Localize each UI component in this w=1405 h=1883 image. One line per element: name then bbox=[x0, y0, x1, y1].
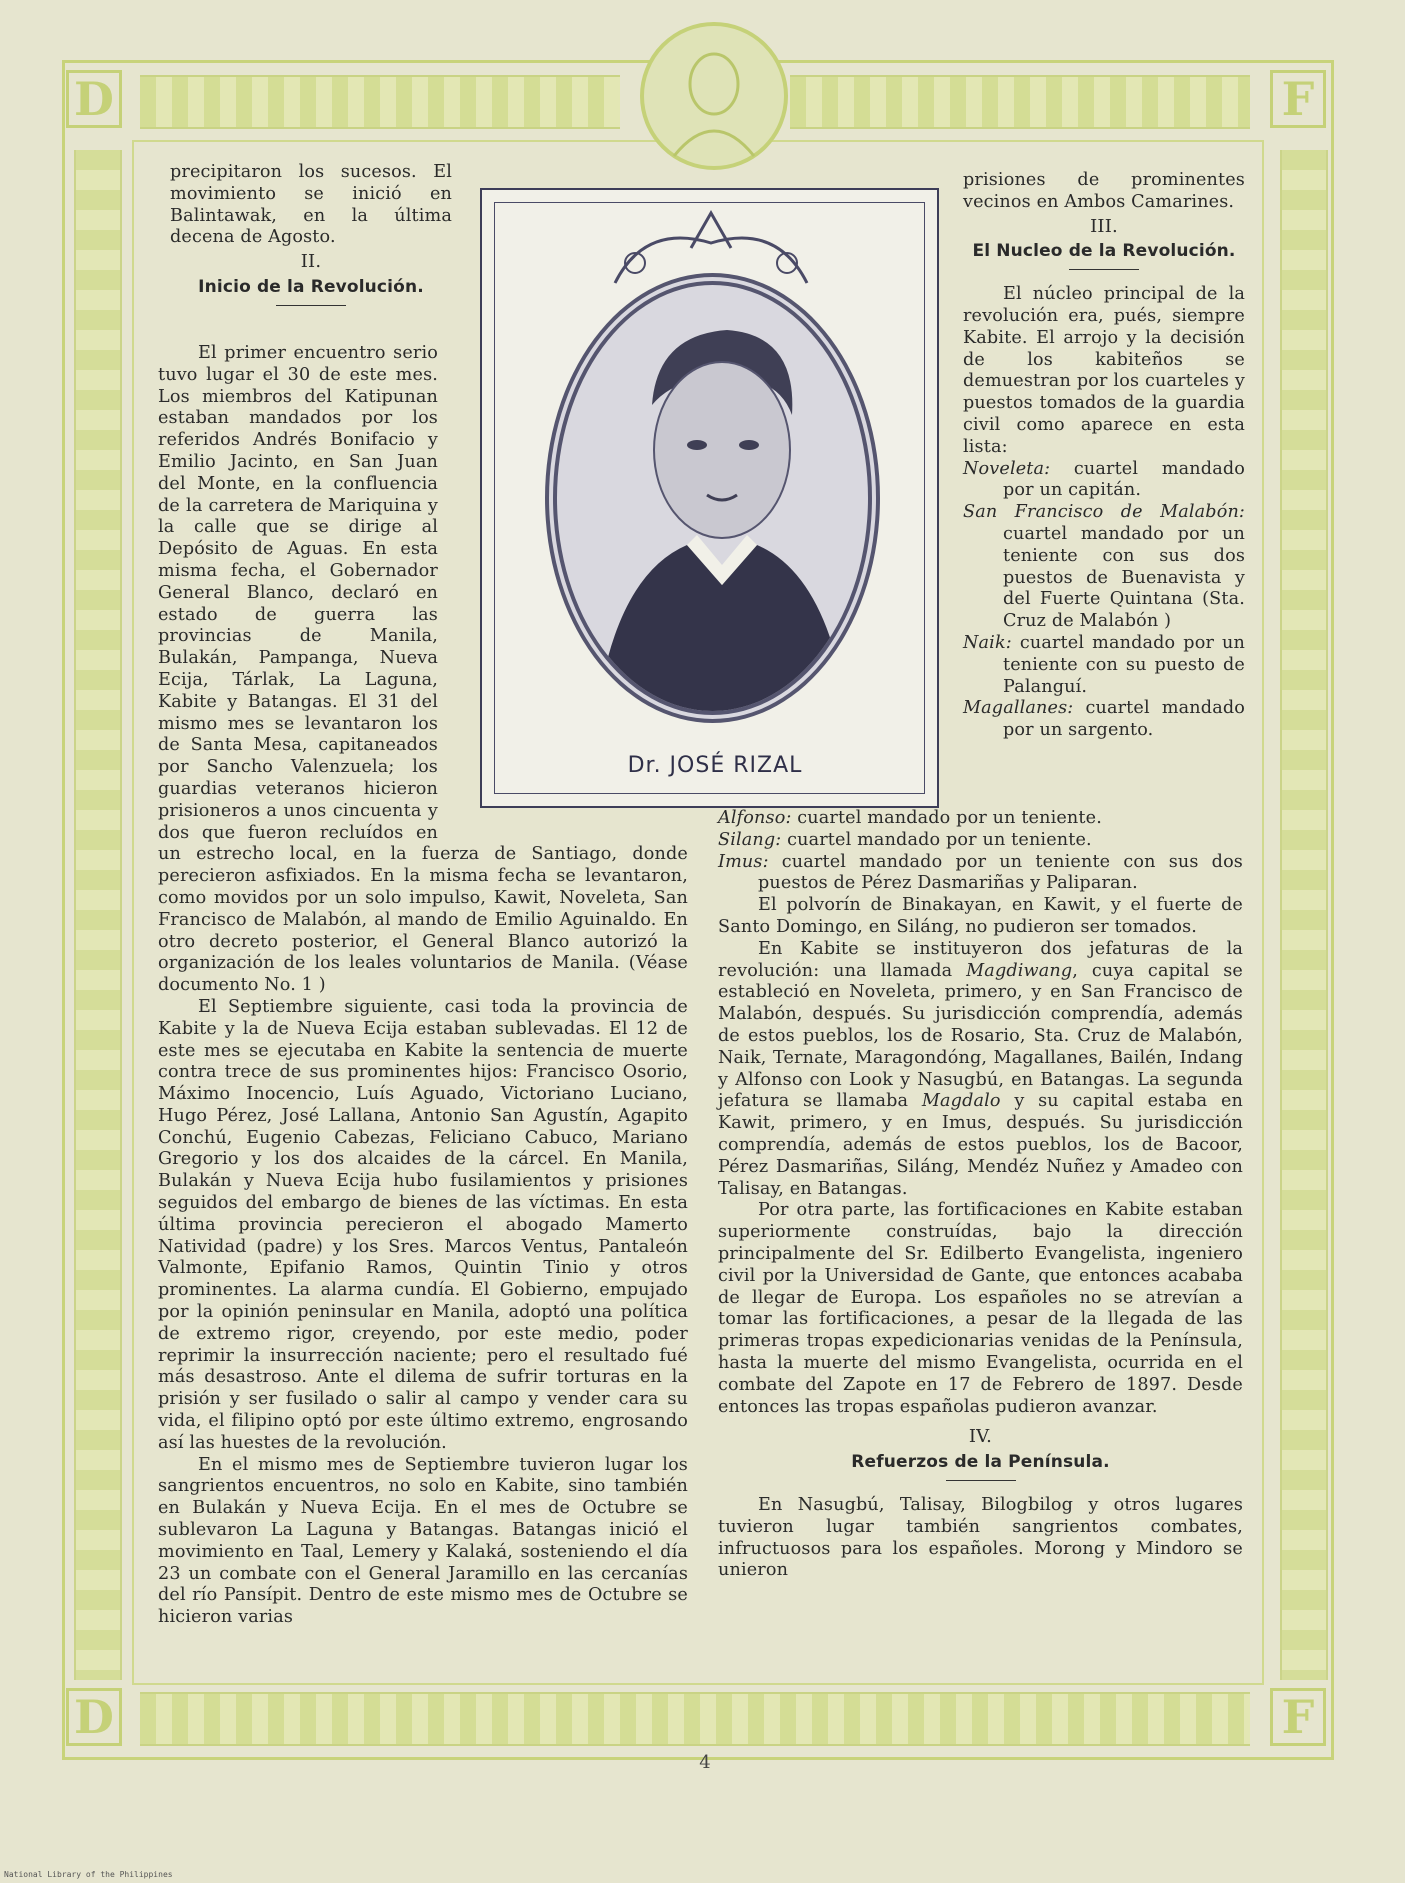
corner-letter-bottom-left: D bbox=[66, 1688, 122, 1746]
paragraph: En Kabite se instituyeron dos jefaturas de la revolución: una llamada Magdiwang, cuya capital se estableció en Noveleta, primero, y en San Francisco de Malabón, después. Su jurisdicción comprendía, además de estos pueblos, los de Rosario, Sta. Cruz de Malabón, Naik, Ternate, Maragondóng, Magallanes, Bailén, Indang y Alfonso con Look y Nasugbú, en Batangas. La segunda jefatura se llamaba Magdalo y su capital estaba en Kawit, primero, y en Imus, después. Su jurisdicción comprendía, además de estos pueblos, los de Bacoor, Pérez Dasmariñas, Siláng, Mendéz Nuñez y Amadeo con Talisay, en Batangas. bbox=[718, 938, 1243, 1199]
section-number: II. bbox=[300, 251, 322, 273]
corner-letter-top-left: D bbox=[66, 70, 122, 128]
paragraph: Por otra parte, las fortificaciones en Kabite estaban superiormente construídas, bajo la dirección principalmente del Sr. Edilberto Evangelista, ingeniero civil por la Universidad de Gante, que entonces acababa de llegar de Europa. Los españoles no se atrevían a tomar las fortificaciones, a pesar de la llegada de las primeras tropas expedicionarias venidas de la Península, hasta la muerte del mismo Evangelista, ocurrida en el combate del Zapote en 17 de Febrero de 1897. Desde entonces las tropas españolas pudieron avanzar. bbox=[718, 1200, 1243, 1417]
section-rule bbox=[946, 1480, 1016, 1481]
portrait-inner-border bbox=[494, 202, 925, 794]
page-number: 4 bbox=[699, 1752, 711, 1773]
list-item: Naik: cuartel mandado por un teniente con su puesto de Palanguí. bbox=[963, 632, 1245, 697]
section-title: El Nucleo de la Revolución. bbox=[972, 241, 1236, 262]
paragraph: El polvorín de Binakayan, en Kawit, y el fuerte de Santo Domingo, en Siláng, no pudieron ser tomados. bbox=[718, 895, 1243, 937]
right-column-upper bbox=[963, 170, 1245, 742]
list-item: Noveleta: cuartel mandado por un capitán. bbox=[963, 458, 1245, 501]
man-portrait-icon bbox=[557, 285, 868, 711]
paragraph: El Septiembre siguiente, casi toda la provincia de Kabite y la de Nueva Ecija estaban sublevadas. El 12 de este mes se ejecutaba en Kabite la sentencia de muerte contra trece de sus prominentes hijos: Francisco Osorio, Máximo Inocencio, Luís Aguado, Victoriano Luciano, Hugo Pérez, José Lallana, Antonio San Agustín, Agapito Conchú, Eugenio Cabezas, Feliciano Cabuco, Mariano Gregorio y los dos alcaides de la cárcel. En Manila, Bulakán y Nueva Ecija hubo fusilamientos y prisiones seguidos del embargo de bienes de las víctimas. En esta última provincia perecieron el abogado Mamerto Natividad (padre) y los Sres. Marcos Ventus, Pantaleón Valmonte, Epifanio Ramos, Quintin Tinio y otros prominentes. La alarma cundía. El Gobierno, empujado por la opinión peninsular en Manila, adoptó una política de extremo rigor, creyendo, por este medio, poder reprimir la insurrección naciente; pero el resultado fué más desastroso. Ante el dilema de sufrir torturas en la prisión y ser fusilado o salir al campo y vender cara su vida, el filipino optó por este último extremo, engrosando así las huestes de la revolución. bbox=[158, 996, 688, 1453]
list-item: Silang: cuartel mandado por un teniente. bbox=[718, 829, 1092, 850]
corner-letter-top-right: F bbox=[1270, 70, 1326, 128]
section-number: III. bbox=[1090, 215, 1118, 237]
medallion-figure-icon bbox=[644, 26, 784, 166]
portrait-medallion-ornament bbox=[640, 22, 788, 170]
ornament-band-right bbox=[1280, 150, 1328, 1680]
portrait-frame bbox=[480, 188, 939, 808]
paragraph: prisiones de prominentes vecinos en Ambos Camarines. bbox=[963, 170, 1245, 212]
ornament-band-top-left bbox=[140, 75, 620, 129]
right-column-main bbox=[718, 808, 1243, 1582]
section-rule bbox=[1069, 269, 1139, 270]
paragraph: precipitaron los sucesos. El movimiento se inició en Balintawak, en la última decena de Agosto. bbox=[170, 162, 452, 248]
portrait-oval bbox=[545, 273, 880, 723]
paragraph: En el mismo mes de Septiembre tuvieron lugar los sangrientos encuentros, no solo en Kabite, sino también en Bulakán y Nueva Ecija. En el mes de Octubre se sublevaron La Laguna y Batangas. Batangas inició el movimiento en Taal, Lemery y Kalaká, sosteniendo el día 23 un combate con el General Jaramillo en las cercanías del río Pansípit. Dentro de este mismo mes de Octubre se hicieron varias bbox=[158, 1454, 688, 1628]
section-rule bbox=[276, 305, 346, 306]
footer-credit: National Library of the Philippines bbox=[4, 1870, 173, 1879]
list-item: San Francisco de Malabón: cuartel mandado por un teniente con sus dos puestos de Buenavista y del Fuerte Quintana (Sta. Cruz de Malabón ) bbox=[963, 502, 1245, 632]
corner-letter-bottom-right: F bbox=[1270, 1688, 1326, 1746]
ornament-band-bottom bbox=[140, 1692, 1250, 1746]
ornament-band-left bbox=[74, 150, 122, 1680]
section-title: Inicio de la Revolución. bbox=[198, 276, 424, 297]
portrait-caption: Dr. JOSÉ RIZAL bbox=[627, 753, 803, 778]
section-title: Refuerzos de la Península. bbox=[851, 1452, 1110, 1473]
left-column-upper bbox=[170, 162, 452, 320]
paragraph: El primer encuentro serio tuvo lugar el 30 de este mes. Los miembros del Katipunan estaban mandados por los referidos Andrés Bonifacio y Emilio Jacinto, en San Juan del Monte, en la confluencia de la carretera de Mariquina y la calle que se dirige al Depósito de Aguas. En esta misma fecha, el Gobernador General Blanco, declaró en estado de guerra las provincias de Manila, Bulakán, Pampanga, Nueva Ecija, Tárlak, La Laguna, Kabite y Batangas. El 31 del mismo mes se levantaron los de Santa Mesa, capitaneados por Sancho Valenzuela; los guardias veteranos hicieron prisioneros a unos cincuenta y dos que fueron recluídos en un estrecho local, en la fuerza de Santiago, donde perecieron asfixiados. En la misma fecha se levantaron, como movidos por un solo impulso, Kawit, Noveleta, San Francisco de Malabón, al mando de Emilio Aguinaldo. En otro decreto posterior, el General Blanco autorizó la organización de los leales voluntarios de Manila. (Véase documento No. 1 ) bbox=[158, 343, 688, 996]
paragraph: El núcleo principal de la revolución era, pués, siempre Kabite. El arrojo y la decisión de los kabiteños se demuestran por los cuarteles y puestos tomados de la guardia civil como aparece en esta lista: bbox=[963, 284, 1245, 457]
section-number: IV. bbox=[968, 1426, 993, 1448]
list-item: Imus: cuartel mandado por un teniente con sus dos puestos de Pérez Dasmariñas y Paliparan. bbox=[718, 851, 1243, 894]
paragraph: En Nasugbú, Talisay, Bilogbilog y otros lugares tuvieron lugar también sangrientos combates, infructuosos para los españoles. Morong y Mindoro se unieron bbox=[718, 1494, 1243, 1581]
list-item: Alfonso: cuartel mandado por un teniente. bbox=[718, 808, 1102, 828]
ornament-band-top-right bbox=[790, 75, 1250, 129]
list-item: Magallanes: cuartel mandado por un sargento. bbox=[963, 698, 1245, 741]
